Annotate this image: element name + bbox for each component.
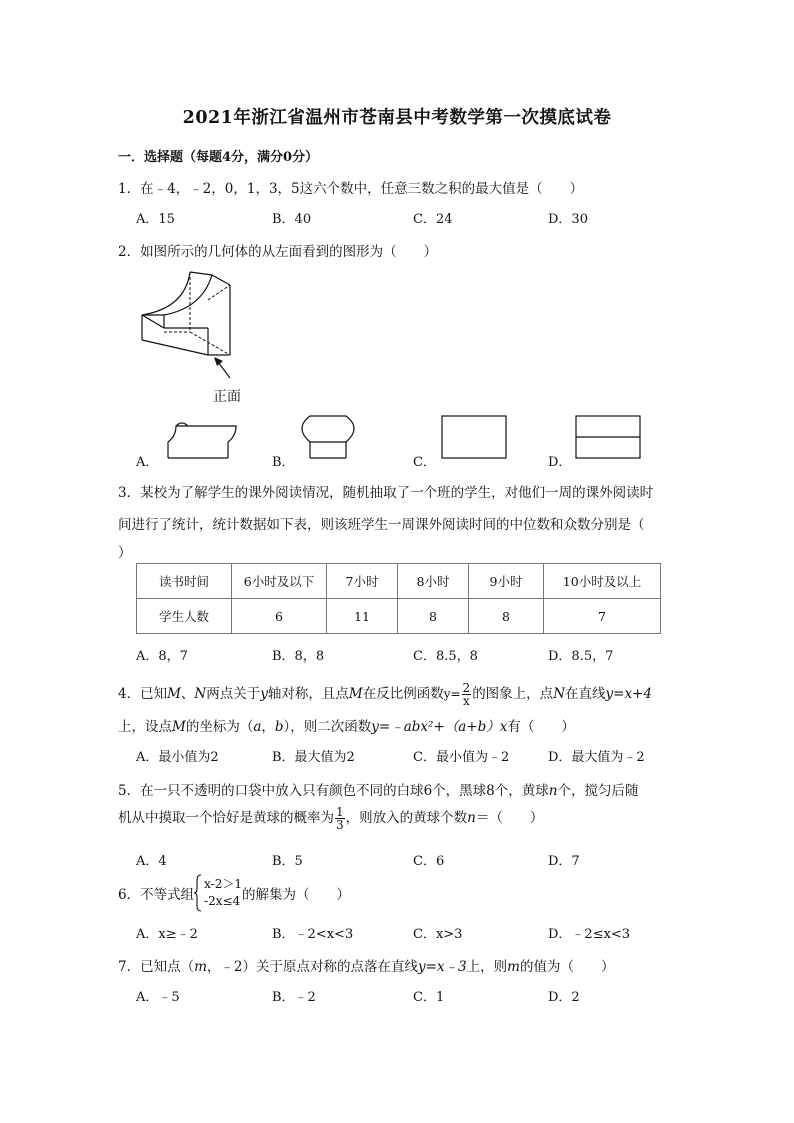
q4-var-m: M xyxy=(348,686,363,702)
question-3-line-3: ） xyxy=(118,545,132,561)
q2-option-b-letter: B． xyxy=(272,455,295,470)
page-title: 2021年浙江省温州市苍南县中考数学第一次摸底试卷 xyxy=(182,108,612,128)
q4-var-b: b xyxy=(274,719,284,735)
q5-text: ，则放入的黄球个数 xyxy=(345,810,468,826)
q4-text: 两点关于 xyxy=(206,686,261,702)
q4-option-a: A．最小值为2 xyxy=(136,750,219,765)
q6-option-a: A．x≥﹣2 xyxy=(136,927,198,942)
q5-option-b: B．5 xyxy=(272,854,303,869)
q5-text: 个，搅匀后随 xyxy=(557,783,639,799)
q7-option-d: D．2 xyxy=(548,990,580,1005)
question-1-stem: 1．在﹣4，﹣2，0，1，3，5这六个数中，任意三数之积的最大值是（ ） xyxy=(118,181,584,197)
q4-text: ），则二次函数 xyxy=(283,719,372,735)
table-cell: 9小时 xyxy=(469,564,544,599)
table-cell: 7小时 xyxy=(327,564,398,599)
question-3-line-1: 3．某校为了解学生的课外阅读情况，随机抽取了一个班的学生，对他们一周的课外阅读时 xyxy=(118,485,654,501)
q4-text: 的坐标为（ xyxy=(185,719,254,735)
table-row xyxy=(137,599,661,634)
q4-text: 在反比例函数 xyxy=(362,686,444,702)
q4-var-m: M xyxy=(167,686,181,702)
q1-option-b: B．40 xyxy=(272,212,312,227)
q1-option-a: A．15 xyxy=(136,212,175,227)
q3-option-b: B．8，8 xyxy=(272,649,325,664)
q2-option-a-letter: A． xyxy=(136,455,159,470)
table-cell: 学生人数 xyxy=(137,599,232,634)
q5-option-d: D．7 xyxy=(548,854,580,869)
q5-text: 5．在一只不透明的口袋中放入只有颜色不同的白球6个，黑球8个，黄球 xyxy=(118,783,549,799)
section-heading: 一．选择题（每题4分，满分0分） xyxy=(118,150,319,165)
q6-inequality-2: -2x≤4 xyxy=(204,894,241,908)
question-2-stem: 2．如图所示的几何体的从左面看到的图形为（ ） xyxy=(118,244,438,260)
q4-var-n: N xyxy=(553,686,565,702)
q4-var-n: N xyxy=(194,686,207,702)
q4-option-b: B．最大值为2 xyxy=(272,750,355,765)
q7-var-m: m xyxy=(507,959,520,975)
front-label: 正面 xyxy=(213,389,241,405)
q6-inequality-system xyxy=(204,876,242,910)
q7-line-equation: y=x﹣3 xyxy=(418,959,467,975)
q2-option-d-figure xyxy=(572,412,644,462)
q6-option-c: C．x>3 xyxy=(413,927,463,942)
table-cell: 8 xyxy=(469,599,544,634)
q2-option-a-figure xyxy=(162,416,242,462)
q4-text: ， xyxy=(261,719,275,735)
q4-var-y: y xyxy=(260,686,268,702)
q3-option-a: A．8，7 xyxy=(136,649,188,664)
q3-option-c: C．8.5，8 xyxy=(413,649,478,664)
q7-text: 的值为（ ） xyxy=(519,959,615,975)
q5-text: 机从中摸取一个恰好是黄球的概率为 xyxy=(118,810,334,826)
q6-text: 的解集为（ ） xyxy=(241,887,350,903)
q5-var-n: n xyxy=(467,810,476,826)
table-cell: 6小时及以下 xyxy=(232,564,327,599)
fraction-numerator: 2 xyxy=(462,681,471,695)
q7-text: 7．已知点（ xyxy=(118,959,195,975)
q5-fraction xyxy=(335,806,345,831)
q4-var-m: M xyxy=(172,719,186,735)
q6-option-b: B．﹣2<x<3 xyxy=(272,927,354,942)
q4-fraction xyxy=(462,682,472,707)
q4-text: 有（ ） xyxy=(507,719,575,735)
q4-var-a: a xyxy=(253,719,262,735)
table-cell: 6 xyxy=(232,599,327,634)
q5-text: ＝（ ） xyxy=(475,810,544,826)
q2-solid-figure xyxy=(130,270,250,380)
table-cell: 读书时间 xyxy=(137,564,232,599)
q4-line-equation: y=x+4 xyxy=(605,686,652,702)
q4-text: 的图象上，点 xyxy=(472,686,554,702)
q7-option-c: C．1 xyxy=(413,990,445,1005)
q4-option-c: C．最小值为﹣2 xyxy=(413,750,510,765)
question-4-line-2 xyxy=(118,715,575,735)
q2-option-c-figure xyxy=(438,412,510,462)
question-4-line-1 xyxy=(118,674,652,714)
q3-option-d: D．8.5，7 xyxy=(548,649,614,664)
fraction-numerator: 1 xyxy=(336,805,344,819)
table-row xyxy=(137,564,661,599)
q7-var-m: m xyxy=(194,959,207,975)
q7-text: ，﹣2）关于原点对称的点落在直线 xyxy=(206,959,418,975)
q4-text: 在直线 xyxy=(565,686,606,702)
q1-option-d: D．30 xyxy=(548,212,588,227)
q7-text: 上，则 xyxy=(466,959,508,975)
q4-option-d: D．最大值为﹣2 xyxy=(548,750,645,765)
fraction-denominator: 3 xyxy=(336,818,344,832)
table-cell: 8 xyxy=(398,599,469,634)
q4-quadratic: y=﹣abx²+（a+b）x xyxy=(371,719,508,735)
table-cell: 8小时 xyxy=(398,564,469,599)
q2-option-d-letter: D． xyxy=(548,455,572,470)
q4-text: 轴对称，且点 xyxy=(267,686,349,702)
q4-func-y: y= xyxy=(443,687,461,701)
table-cell: 7 xyxy=(544,599,661,634)
q6-text: 6．不等式组 xyxy=(118,887,195,903)
q6-inequality-1: x-2＞1 xyxy=(204,877,242,891)
q5-option-c: C．6 xyxy=(413,854,445,869)
q7-option-b: B．﹣2 xyxy=(272,990,316,1005)
q1-option-c: C．24 xyxy=(413,212,453,227)
q5-var-n: n xyxy=(548,783,558,799)
q7-option-a: A．﹣5 xyxy=(136,990,180,1005)
q4-text: 上，设点 xyxy=(118,719,172,735)
question-3-line-2: 间进行了统计，统计数据如下表，则该班学生一周课外阅读时间的中位数和众数分别是（ xyxy=(118,517,645,533)
q6-option-d: D．﹣2≤x<3 xyxy=(548,927,631,942)
reading-time-table xyxy=(136,563,661,634)
q4-text: 、 xyxy=(180,686,195,702)
q2-option-b-figure xyxy=(296,412,368,462)
question-5-line-1 xyxy=(118,779,638,799)
q6-brace xyxy=(194,874,202,912)
question-6 xyxy=(118,874,350,912)
q4-text: 4．已知 xyxy=(118,686,168,702)
q2-option-c-letter: C． xyxy=(413,455,436,470)
fraction-denominator: x xyxy=(462,694,470,708)
question-5-line-2 xyxy=(118,798,543,838)
table-cell: 11 xyxy=(327,599,398,634)
q5-option-a: A．4 xyxy=(136,854,167,869)
question-7 xyxy=(118,955,614,975)
table-cell: 10小时及以上 xyxy=(544,564,661,599)
